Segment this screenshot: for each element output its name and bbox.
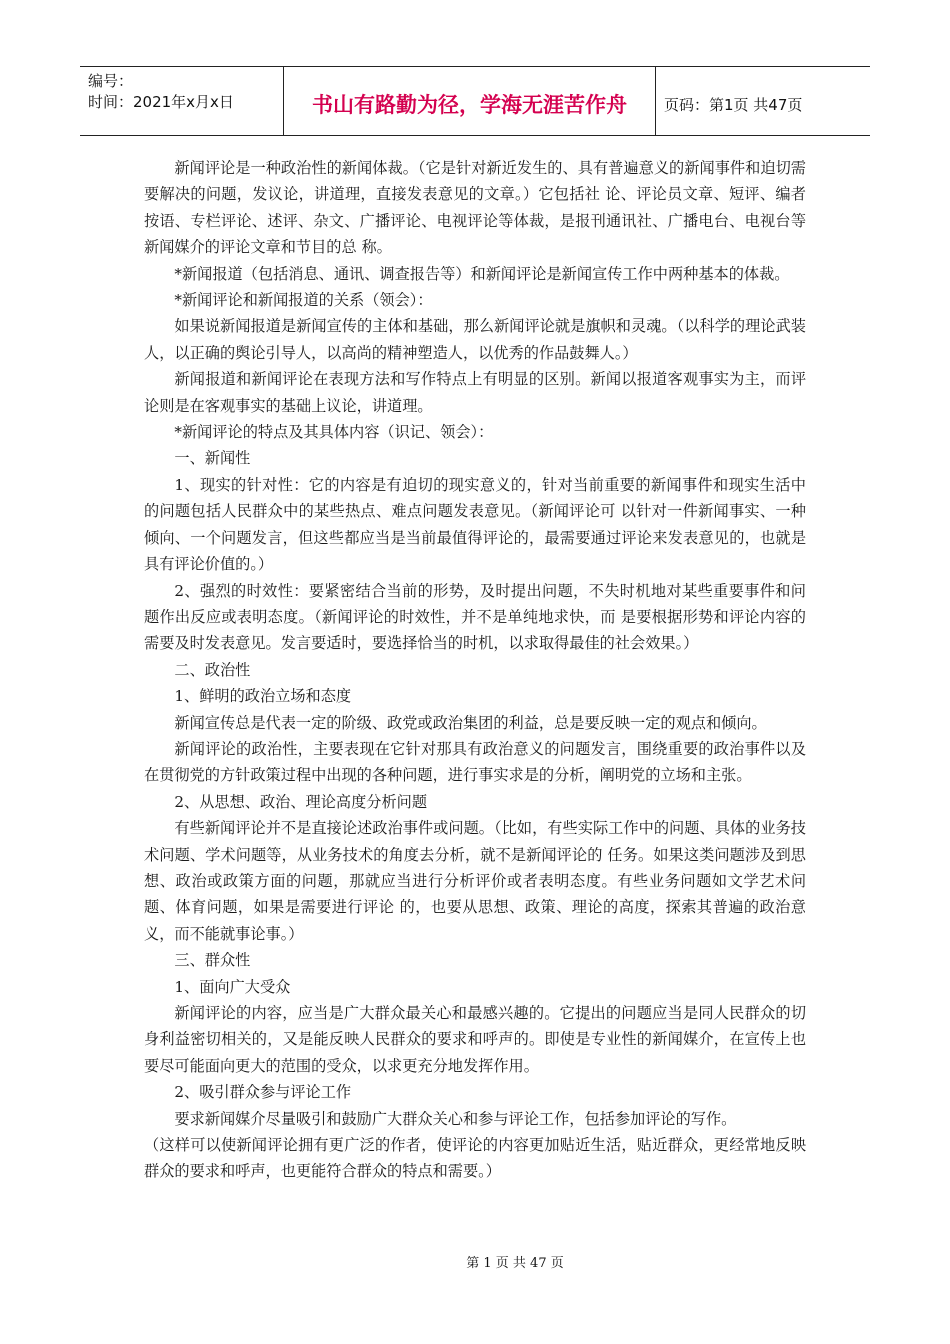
document-date: 时间：2021年x月x日: [88, 93, 234, 111]
paragraph: *新闻评论和新闻报道的关系（领会）：: [174, 291, 433, 310]
header-page-info: 页码：第1页 共47页: [664, 95, 803, 114]
header-meta: [80, 67, 284, 135]
subsection-heading: 2、吸引群众参与评论工作: [174, 1083, 352, 1102]
paragraph: 有些新闻评论并不是直接论述政治事件或问题。（比如，有些实际工作中的问题、具体的业务技术问题、学术问题等，从业务技术的角度去分析，就不是新闻评论的 任务。如果这类问题涉及到思想、政治或政策方面的问题，那就应当进行分析评价或者表明态度。有些业务问题如文学艺术问题、体育问题，如果是需要进行评论 的，也要从思想、政策、理论的高度，探索其普遍的政治意义，而不能就事论事。）: [144, 819, 806, 943]
section-heading: 一、新闻性: [174, 449, 251, 468]
section-heading: 二、政治性: [174, 660, 251, 679]
header-motto: 书山有路勤为径，学海无涯苦作舟: [284, 67, 656, 135]
paragraph: 要求新闻媒介尽量吸引和鼓励广大群众关心和参与评论工作，包括参加评论的写作。: [174, 1109, 737, 1128]
page-footer: 第 1 页 共 47 页: [466, 1256, 564, 1271]
paragraph: 如果说新闻报道是新闻宣传的主体和基础，那么新闻评论就是旗帜和灵魂。（以科学的理论武装人，以正确的舆论引导人，以高尚的精神塑造人，以优秀的作品鼓舞人。）: [144, 317, 806, 362]
paragraph: *新闻报道（包括消息、通讯、调查报告等）和新闻评论是新闻宣传工作中两种基本的体裁。: [174, 264, 790, 283]
paragraph: 新闻评论是一种政治性的新闻体裁。（它是针对新近发生的、具有普遍意义的新闻事件和迫切需要解决的问题，发议论，讲道理，直接发表意见的文章。）它包括社 论、评论员文章、短评、编者按语、专栏评论、述评、杂文、广播评论、电视评论等体裁，是报刊通讯社、广播电台、电视台等新闻媒介的评论文章和节目的总 称。: [144, 159, 806, 257]
document-body: [144, 155, 806, 1185]
paragraph: 2、强烈的时效性：要紧密结合当前的形势，及时提出问题，不失时机地对某些重要事件和问题作出反应或表明态度。（新闻评论的时效性，并不是单纯地求快，而 是要根据形势和评论内容的需要及时发表意见。发言要适时，要选择恰当的时机，以求取得最佳的社会效果。）: [144, 581, 806, 653]
section-heading: 三、群众性: [174, 951, 251, 970]
subsection-heading: 1、鲜明的政治立场和态度: [174, 687, 352, 706]
page-header: [80, 66, 870, 136]
paragraph: 新闻报道和新闻评论在表现方法和写作特点上有明显的区别。新闻以报道客观事实为主，而评论则是在客观事实的基础上议论，讲道理。: [144, 370, 806, 415]
paragraph: 1、现实的针对性：它的内容是有迫切的现实意义的，针对当前重要的新闻事件和现实生活中的问题包括人民群众中的某些热点、难点问题发表意见。（新闻评论可 以针对一件新闻事实、一种倾向、一个问题发言，但这些都应当是当前最值得评论的，最需要通过评论来发表意见的，也就是具有评论价值的。）: [144, 475, 806, 574]
paragraph: 新闻评论的内容，应当是广大群众最关心和最感兴趣的。它提出的问题应当是同人民群众的切身利益密切相关的，又是能反映人民群众的要求和呼声的。即使是专业性的新闻媒介，在宣传上也要尽可能面向更大的范围的受众，以求更充分地发挥作用。: [144, 1004, 806, 1075]
document-number: 编号：: [88, 72, 134, 90]
paragraph: 新闻评论的政治性，主要表现在它针对那具有政治意义的问题发言，围绕重要的政治事件以及在贯彻党的方针政策过程中出现的各种问题，进行事实求是的分析，阐明党的立场和主张。: [144, 739, 806, 785]
subsection-heading: 1、面向广大受众: [174, 977, 291, 996]
paragraph: （这样可以使新闻评论拥有更广泛的作者，使评论的内容更加贴近生活，贴近群众，更经常地反映群众的要求和呼声，也更能符合群众的特点和需要。）: [144, 1136, 806, 1181]
paragraph: *新闻评论的特点及其具体内容（识记、领会）：: [174, 423, 494, 442]
paragraph: 新闻宣传总是代表一定的阶级、政党或政治集团的利益，总是要反映一定的观点和倾向。: [174, 713, 767, 732]
subsection-heading: 2、从思想、政治、理论高度分析问题: [174, 792, 428, 811]
